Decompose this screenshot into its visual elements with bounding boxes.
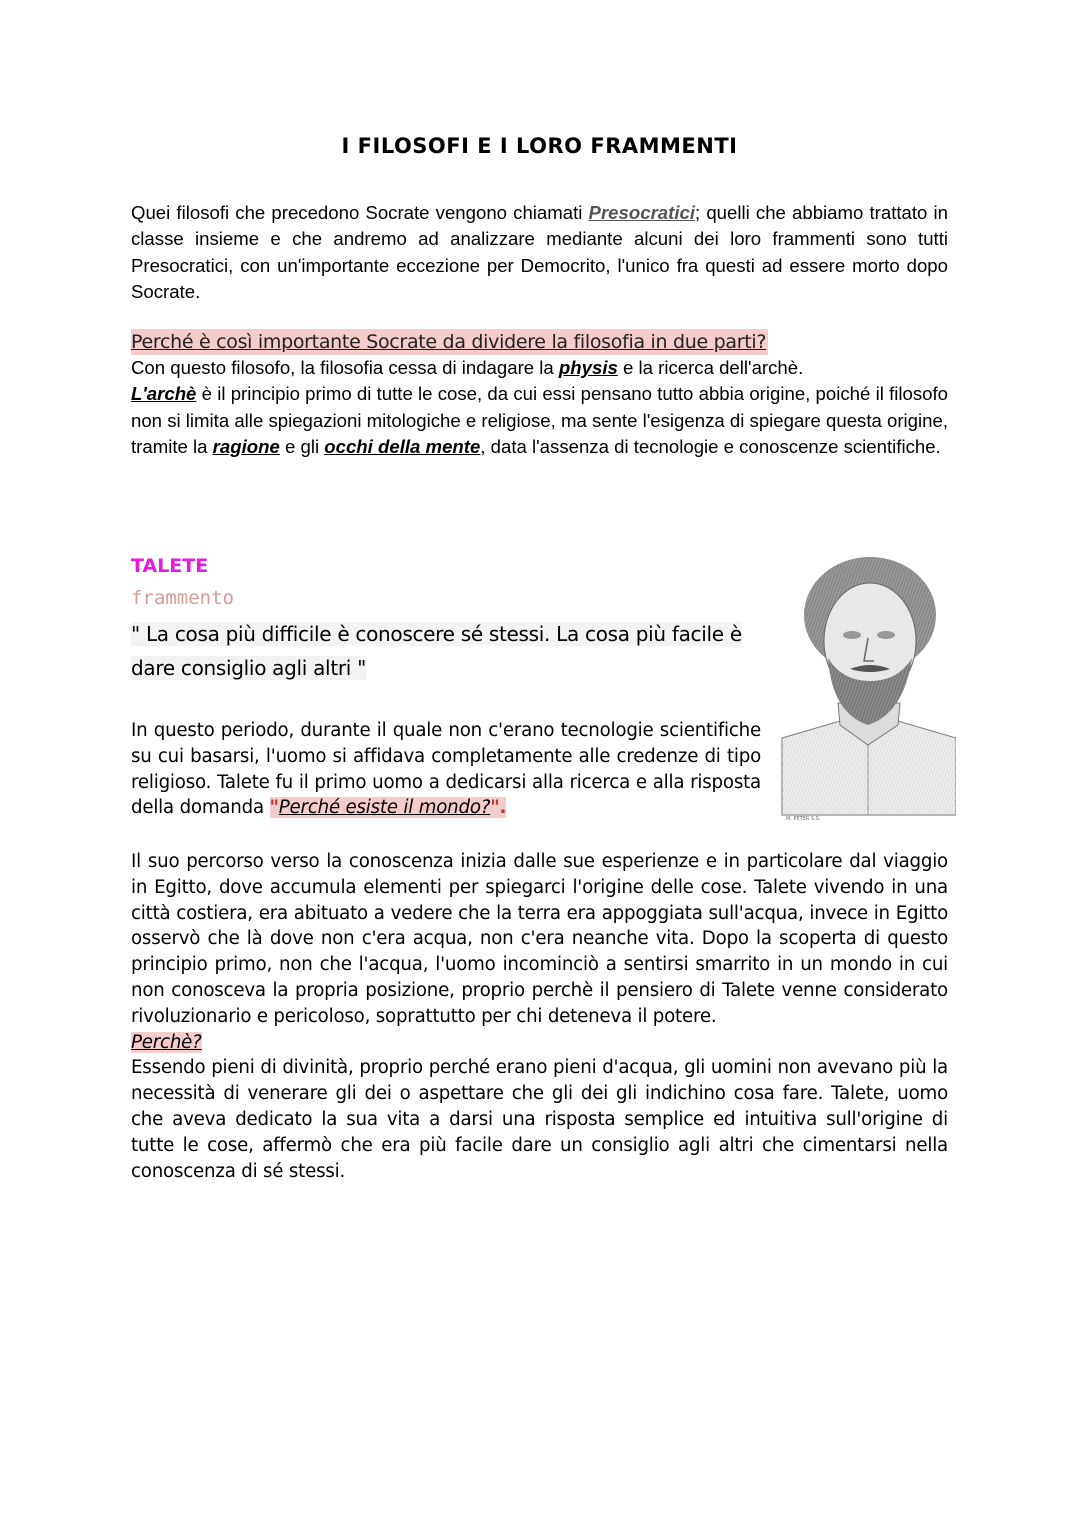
physis-term: physis	[558, 357, 618, 378]
talete-paragraph-1: In questo periodo, durante il quale non c'erano tecnologie scientifiche su cui basarsi, l'uomo si affidava completamente alle credenze di tipo religioso. Talete fu il primo uomo a dedicarsi alla ricerca e alla risposta della domanda "Perché esiste il mondo?".	[131, 720, 761, 819]
fragment-label: frammento	[131, 587, 234, 609]
question-highlight: Perché esiste il mondo?	[278, 797, 491, 819]
talete-paragraph-2: Il suo percorso verso la conoscenza inizia dalle sue esperienze e in particolare dal viaggio in Egitto, dove accumula elementi per spiegarci l'origine delle cose. Talete vivendo in una città costiera, era abituato a vedere che la terra era appoggiata sull'acqua, invece in Egitto osservò che là dove non c'era acqua, non c'era neanche vita. Dopo la scoperta di questo principio primo, non che l'acqua, l'uomo incominciò a sentirsi smarrito in un mondo in cui non conosceva la propria posizione, proprio perchè il pensiero di Talete venne considerato rivoluzionario e pericoloso, soprattutto per chi deteneva il potere. Perchè? Essendo pieni di divinità, proprio perché erano pieni d'acqua, gli uomini non avevano più la necessità di venerare gli dei o aspettare che gli dei gli indichino cosa fare. Talete, uomo che aveva dedicato la sua vita a darsi una risposta semplice ed intuitiva sull'origine di tutte le cose, affermò che era più facile dare un consiglio agli altri che cimentarsi nella conoscenza di sé stessi.	[131, 851, 948, 1182]
page-title: I FILOSOFI E I LORO FRAMMENTI	[341, 134, 738, 158]
occhi-della-mente-term: occhi della mente	[324, 435, 481, 457]
intro-paragraph: Quei filosofi che precedono Socrate vengono chiamati Presocratici; quelli che abbiamo trattato in classe insieme e che andremo ad analizzare mediante alcuni dei loro frammenti sono tutti Presocratici, con un'importante eccezione per Democrito, l'unico fra questi ad essere morto dopo Socrate.	[131, 202, 948, 302]
ragione-term: ragione	[212, 435, 280, 457]
fragment-quote: " La cosa più difficile è conoscere sé stessi. La cosa più facile è dare consiglio agli altri "	[131, 622, 742, 680]
presocratici-term: Presocratici	[588, 202, 696, 223]
question-heading: Perché è così importante Socrate da dividere la filosofia in due parti?	[131, 331, 767, 353]
arche-term: L'archè	[131, 383, 197, 405]
talete-portrait-image	[780, 553, 956, 821]
answer-paragraph: Con questo filosofo, la filosofia cessa di indagare la physis e la ricerca dell'archè. L'archè è il principio primo di tutte le cose, da cui essi pensano tutto abbia origine, poiché il filosofo non si limita alle spiegazioni mitologiche e religiose, ma sente l'esigenza di spiegare questa origine, tramite la ragione e gli occhi della mente, data l'assenza di tecnologie e conoscenze scientifiche.	[131, 357, 948, 457]
philosopher-name: TALETE	[131, 555, 209, 577]
svg-text:M. PETER S.S.: M. PETER S.S.	[786, 816, 821, 821]
why-highlight: Perchè?	[131, 1031, 202, 1053]
